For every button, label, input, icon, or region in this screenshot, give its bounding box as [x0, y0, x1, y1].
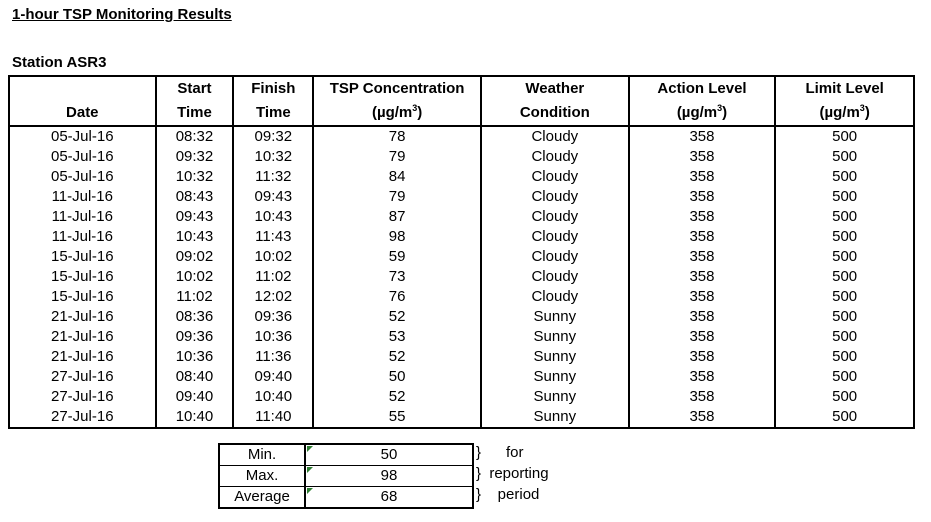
- cell-start-time: 08:40: [156, 367, 234, 387]
- table-row: [9, 207, 914, 227]
- cell-limit-level: 500: [775, 147, 914, 167]
- table-row: [9, 387, 914, 407]
- cell-limit-level: 500: [775, 187, 914, 207]
- summary-note: } period: [476, 486, 540, 503]
- header-row-2: [9, 101, 914, 126]
- cell-limit-level: 500: [775, 126, 914, 147]
- header-weather-2: Condition: [481, 101, 629, 126]
- cell-weather-condition: Cloudy: [481, 247, 629, 267]
- cell-date: 11-Jul-16: [9, 207, 156, 227]
- cell-weather-condition: Cloudy: [481, 167, 629, 187]
- cell-finish-time: 11:32: [233, 167, 313, 187]
- summary-row: [219, 466, 473, 487]
- header-start-1: Start: [156, 76, 234, 101]
- table-row: [9, 167, 914, 187]
- cell-limit-level: 500: [775, 287, 914, 307]
- cell-limit-level: 500: [775, 247, 914, 267]
- header-weather-1: Weather: [481, 76, 629, 101]
- cell-tsp-concentration: 76: [313, 287, 481, 307]
- cell-weather-condition: Cloudy: [481, 287, 629, 307]
- header-finish-1: Finish: [233, 76, 313, 101]
- cell-action-level: 358: [629, 367, 776, 387]
- cell-tsp-concentration: 52: [313, 307, 481, 327]
- cell-tsp-concentration: 73: [313, 267, 481, 287]
- cell-start-time: 10:32: [156, 167, 234, 187]
- cell-tsp-concentration: 52: [313, 347, 481, 367]
- cell-finish-time: 12:02: [233, 287, 313, 307]
- cell-finish-time: 10:36: [233, 327, 313, 347]
- table-row: [9, 267, 914, 287]
- cell-action-level: 358: [629, 207, 776, 227]
- table-row: [9, 367, 914, 387]
- cell-date: 15-Jul-16: [9, 267, 156, 287]
- cell-weather-condition: Cloudy: [481, 227, 629, 247]
- cell-date: 27-Jul-16: [9, 407, 156, 428]
- header-finish-2: Time: [233, 101, 313, 126]
- cell-start-time: 08:43: [156, 187, 234, 207]
- cell-limit-level: 500: [775, 227, 914, 247]
- cell-weather-condition: Cloudy: [481, 126, 629, 147]
- table-row: [9, 247, 914, 267]
- cell-tsp-concentration: 78: [313, 126, 481, 147]
- cell-start-time: 08:32: [156, 126, 234, 147]
- header-row-1: [9, 76, 914, 101]
- cell-limit-level: 500: [775, 367, 914, 387]
- cell-finish-time: 11:43: [233, 227, 313, 247]
- table-row: [9, 327, 914, 347]
- cell-finish-time: 10:02: [233, 247, 313, 267]
- cell-weather-condition: Cloudy: [481, 147, 629, 167]
- cell-start-time: 10:43: [156, 227, 234, 247]
- error-indicator-icon: [307, 467, 313, 473]
- cell-start-time: 09:36: [156, 327, 234, 347]
- error-indicator-icon: [307, 488, 313, 494]
- summary-label: Max.: [219, 466, 305, 487]
- cell-start-time: 11:02: [156, 287, 234, 307]
- cell-date: 05-Jul-16: [9, 126, 156, 147]
- cell-date: 21-Jul-16: [9, 327, 156, 347]
- cell-weather-condition: Cloudy: [481, 187, 629, 207]
- summary-row: [219, 444, 473, 466]
- cell-action-level: 358: [629, 247, 776, 267]
- cell-tsp-concentration: 79: [313, 187, 481, 207]
- table-row: [9, 126, 914, 147]
- summary-label: Min.: [219, 444, 305, 466]
- cell-tsp-concentration: 50: [313, 367, 481, 387]
- cell-action-level: 358: [629, 387, 776, 407]
- cell-action-level: 358: [629, 287, 776, 307]
- table-row: [9, 287, 914, 307]
- cell-date: 27-Jul-16: [9, 387, 156, 407]
- cell-date: 27-Jul-16: [9, 367, 156, 387]
- cell-tsp-concentration: 53: [313, 327, 481, 347]
- table-row: [9, 227, 914, 247]
- cell-finish-time: 10:32: [233, 147, 313, 167]
- station-label: Station ASR3: [12, 54, 107, 71]
- header-tsp-1: TSP Concentration: [313, 76, 481, 101]
- header-date-2: Date: [9, 101, 156, 126]
- cell-limit-level: 500: [775, 207, 914, 227]
- cell-weather-condition: Sunny: [481, 387, 629, 407]
- cell-start-time: 09:40: [156, 387, 234, 407]
- summary-value: [305, 466, 473, 487]
- header-limit-unit: $(\mu g/m^3)$: [775, 101, 914, 126]
- cell-finish-time: 10:40: [233, 387, 313, 407]
- cell-limit-level: 500: [775, 387, 914, 407]
- cell-date: 05-Jul-16: [9, 167, 156, 187]
- summary-value: [305, 487, 473, 509]
- cell-finish-time: 09:32: [233, 126, 313, 147]
- cell-date: 15-Jul-16: [9, 287, 156, 307]
- cell-weather-condition: Cloudy: [481, 207, 629, 227]
- cell-finish-time: 09:36: [233, 307, 313, 327]
- cell-limit-level: 500: [775, 167, 914, 187]
- cell-finish-time: 09:43: [233, 187, 313, 207]
- header-date-1: [9, 76, 156, 101]
- cell-limit-level: 500: [775, 407, 914, 428]
- cell-action-level: 358: [629, 407, 776, 428]
- cell-date: 11-Jul-16: [9, 227, 156, 247]
- header-limit-1: Limit Level: [775, 76, 914, 101]
- summary-row: [219, 487, 473, 509]
- cell-weather-condition: Sunny: [481, 407, 629, 428]
- cell-weather-condition: Sunny: [481, 307, 629, 327]
- summary-value-text: 50: [380, 446, 398, 463]
- cell-date: 11-Jul-16: [9, 187, 156, 207]
- summary-note: } reporting: [476, 465, 549, 482]
- cell-finish-time: 11:02: [233, 267, 313, 287]
- cell-weather-condition: Sunny: [481, 327, 629, 347]
- cell-finish-time: 10:43: [233, 207, 313, 227]
- cell-finish-time: 09:40: [233, 367, 313, 387]
- cell-tsp-concentration: 87: [313, 207, 481, 227]
- table-row: [9, 147, 914, 167]
- cell-action-level: 358: [629, 267, 776, 287]
- cell-start-time: 09:32: [156, 147, 234, 167]
- cell-date: 05-Jul-16: [9, 147, 156, 167]
- cell-date: 21-Jul-16: [9, 347, 156, 367]
- cell-weather-condition: Cloudy: [481, 267, 629, 287]
- summary-table: [218, 443, 474, 509]
- header-start-2: Time: [156, 101, 234, 126]
- results-body: [9, 126, 914, 428]
- cell-start-time: 10:36: [156, 347, 234, 367]
- table-row: [9, 347, 914, 367]
- cell-limit-level: 500: [775, 327, 914, 347]
- cell-date: 21-Jul-16: [9, 307, 156, 327]
- cell-start-time: 10:40: [156, 407, 234, 428]
- page-title: 1-hour TSP Monitoring Results: [12, 6, 232, 23]
- results-table: [8, 75, 915, 429]
- cell-weather-condition: Sunny: [481, 367, 629, 387]
- cell-action-level: 358: [629, 147, 776, 167]
- cell-action-level: 358: [629, 347, 776, 367]
- table-row: [9, 187, 914, 207]
- summary-label: Average: [219, 487, 305, 509]
- cell-start-time: 09:43: [156, 207, 234, 227]
- cell-action-level: 358: [629, 167, 776, 187]
- cell-action-level: 358: [629, 227, 776, 247]
- cell-finish-time: 11:40: [233, 407, 313, 428]
- cell-weather-condition: Sunny: [481, 347, 629, 367]
- cell-tsp-concentration: 79: [313, 147, 481, 167]
- header-action-1: Action Level: [629, 76, 776, 101]
- cell-tsp-concentration: 98: [313, 227, 481, 247]
- header-tsp-unit: $(\mu g/m^3)$: [313, 101, 481, 126]
- cell-finish-time: 11:36: [233, 347, 313, 367]
- cell-tsp-concentration: 84: [313, 167, 481, 187]
- summary-value-text: 98: [380, 467, 398, 484]
- cell-start-time: 08:36: [156, 307, 234, 327]
- cell-tsp-concentration: 55: [313, 407, 481, 428]
- header-action-unit: $(\mu g/m^3)$: [629, 101, 776, 126]
- summary-value: [305, 444, 473, 466]
- cell-limit-level: 500: [775, 347, 914, 367]
- cell-start-time: 09:02: [156, 247, 234, 267]
- cell-action-level: 358: [629, 126, 776, 147]
- table-row: [9, 407, 914, 428]
- cell-start-time: 10:02: [156, 267, 234, 287]
- cell-action-level: 358: [629, 307, 776, 327]
- table-row: [9, 307, 914, 327]
- summary-value-text: 68: [380, 488, 398, 505]
- cell-limit-level: 500: [775, 307, 914, 327]
- cell-action-level: 358: [629, 187, 776, 207]
- cell-tsp-concentration: 59: [313, 247, 481, 267]
- cell-action-level: 358: [629, 327, 776, 347]
- summary-note: } for: [476, 444, 524, 461]
- error-indicator-icon: [307, 446, 313, 452]
- cell-tsp-concentration: 52: [313, 387, 481, 407]
- cell-limit-level: 500: [775, 267, 914, 287]
- cell-date: 15-Jul-16: [9, 247, 156, 267]
